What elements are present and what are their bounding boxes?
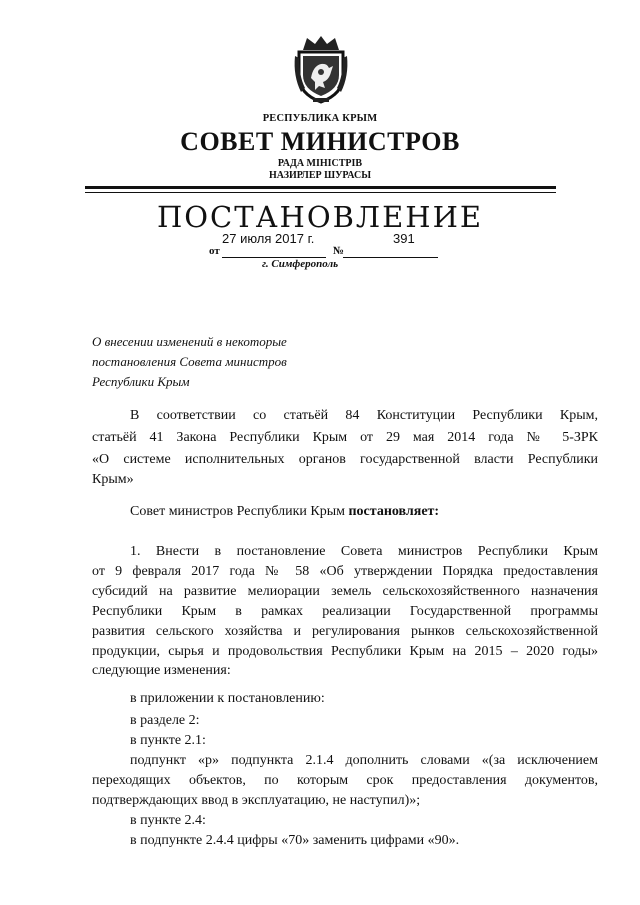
item-line: от 9 февраля 2017 года № 58 «Об утверждении Порядка предоставления bbox=[92, 564, 598, 579]
subject-line: постановления Совета министров bbox=[92, 354, 287, 369]
decree-line bbox=[130, 503, 439, 521]
preamble-line: «О системе исполнительных органов государственной власти Республики bbox=[92, 452, 598, 467]
item-line: развития сельского хозяйства и регулирования рынков сельскохозяйственной bbox=[92, 624, 598, 639]
subject-line: О внесении изменений в некоторые bbox=[92, 334, 287, 349]
header-divider-thin bbox=[85, 192, 556, 193]
decree-verb: постановляет: bbox=[348, 504, 440, 519]
document-city: г. Симферополь bbox=[262, 258, 339, 270]
item-line: субсидий на развитие мелиорации земель сельскохозяйственного назначения bbox=[92, 584, 598, 599]
header-divider-thick bbox=[85, 186, 556, 189]
council-title-ukrainian: РАДА МІНІСТРІВ bbox=[277, 158, 363, 169]
change-line: в пункте 2.1: bbox=[130, 733, 206, 748]
document-subject bbox=[92, 332, 287, 392]
preamble-line: Крым» bbox=[92, 472, 134, 487]
preamble-line: статьёй 41 Закона Республики Крым от 29 мая 2014 года № 5-ЗРК bbox=[92, 430, 598, 445]
item-line: продукции, сырья и продовольствия Республики Крым на 2015 – 2020 годы» bbox=[92, 644, 598, 659]
council-title: СОВЕТ МИНИСТРОВ bbox=[180, 127, 460, 156]
number-underline bbox=[343, 257, 438, 258]
date-label: от bbox=[209, 245, 220, 257]
change-line: в приложении к постановлению: bbox=[130, 691, 325, 706]
preamble-line: В соответствии со статьёй 84 Конституции Республики Крым, bbox=[130, 408, 598, 423]
change-line: переходящих объектов, по которым срок предоставления документов, bbox=[92, 773, 598, 788]
decree-lead: Совет министров Республики Крым bbox=[130, 504, 349, 519]
republic-name: РЕСПУБЛИКА КРЫМ bbox=[262, 113, 378, 124]
change-line: в подпункте 2.4.4 цифры «70» заменить цифрами «90». bbox=[130, 833, 460, 848]
document-type-title: ПОСТАНОВЛЕНИЕ bbox=[156, 200, 484, 234]
number-label: № bbox=[333, 245, 345, 257]
council-title-crimean-tatar: НАЗИРЛЕР ШУРАСЫ bbox=[268, 170, 372, 181]
coat-of-arms-icon bbox=[293, 36, 349, 104]
change-line: в пункте 2.4: bbox=[130, 813, 206, 828]
item-line: следующие изменения: bbox=[92, 663, 231, 678]
subject-line: Республики Крым bbox=[92, 374, 190, 389]
change-line: в разделе 2: bbox=[130, 713, 200, 728]
document-number: 391 bbox=[393, 231, 415, 246]
change-line: подтверждающих ввод в эксплуатацию, не наступил)»; bbox=[92, 793, 421, 808]
item-line: Республики Крым в рамках реализации Государственной программы bbox=[92, 604, 598, 619]
change-line: подпункт «р» подпункта 2.1.4 дополнить словами «(за исключением bbox=[130, 753, 598, 768]
document-date: 27 июля 2017 г. bbox=[222, 231, 315, 246]
item-line: 1. Внести в постановление Совета министров Республики Крым bbox=[130, 544, 598, 559]
